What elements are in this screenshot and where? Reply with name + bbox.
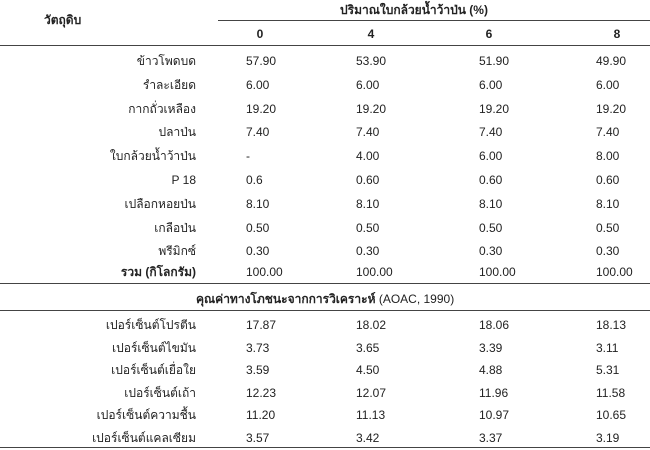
ingredient-value: 49.90 [596,54,627,68]
ingredient-value: 19.20 [596,101,627,116]
nutrient-value: 3.39 [479,340,503,355]
ingredient-name: P 18 [171,173,196,187]
ingredient-name: ข้าวโพดบด [136,54,196,68]
ingredient-value: 7.40 [479,125,503,140]
total-value-8: 100.00 [596,265,633,279]
ingredient-value: 7.40 [596,125,620,140]
ingredient-value: 19.20 [479,101,510,116]
nutrient-value: 11.58 [596,385,626,400]
level-header-8: 8 [613,27,621,41]
ingredient-value: 6.00 [479,149,503,164]
ingredient-value: 8.10 [356,196,380,211]
nutrient-name: เปอร์เซ็นต์แคลเซียม [92,431,196,445]
ingredient-value: 6.00 [596,77,620,92]
ingredient-value: 4.00 [356,149,380,164]
nutrient-value: 12.23 [246,385,277,400]
nutrient-value: 3.59 [246,363,270,378]
nutrient-name: เปอร์เซ็นต์ความชื้น [96,408,196,423]
section-title-text: คุณค่าทางโภชนะจากการวิเคราะห์ [196,292,376,306]
ingredient-value: 0.30 [479,244,503,259]
header-underline [218,20,650,21]
total-label: รวม (กิโลกรัม) [120,265,196,279]
nutrient-name: เปอร์เซ็นต์เยื่อใย [111,363,196,378]
nutrient-value: 18.06 [479,318,510,332]
nutrient-value: 5.31 [596,363,620,378]
ingredient-value: 0.6 [246,173,263,187]
nutrient-value: 17.87 [246,318,277,332]
nutrient-value: 12.07 [356,385,387,400]
nutrient-value: 10.65 [596,408,627,423]
nutrient-value: 11.96 [479,385,509,400]
nutrient-value: 3.42 [356,431,380,445]
ingredient-name: เกลือป่น [154,220,196,235]
ingredient-value: 0.30 [356,244,380,259]
level-header-0: 0 [256,27,264,41]
ingredient-value: 6.00 [246,77,270,92]
ingredient-value: 0.50 [479,220,503,235]
total-value-0: 100.00 [246,265,283,279]
section-title [196,291,454,307]
ingredient-name: พรีมิกซ์ [158,244,196,259]
nutrient-value: 11.20 [246,408,276,423]
banana-leaf-level-header [340,2,488,18]
ingredient-value: 0.60 [479,173,503,187]
ingredient-value: 53.90 [356,54,387,68]
ingredient-value: 0.30 [596,244,620,259]
ingredient-value: 6.00 [479,77,503,92]
nutrient-value: 3.11 [596,340,619,355]
ingredient-value: 51.90 [479,54,510,68]
material-column-header: วัตถุดิบ [44,13,82,27]
ingredient-name: ปลาป่น [158,125,196,140]
ingredient-value: 8.10 [596,196,620,211]
ingredient-value: 0.50 [356,220,380,235]
nutrient-value: 3.19 [596,431,620,445]
ingredient-value: 19.20 [356,101,387,116]
level-header-6: 6 [485,27,493,41]
total-value-4: 100.00 [356,265,393,279]
section-top-rule [0,283,650,284]
nutrient-value: 3.73 [246,340,270,355]
ingredient-value: 0.60 [596,173,620,187]
ingredient-value: 7.40 [246,125,270,140]
ingredient-value: 0.50 [246,220,270,235]
table-bottom-rule [0,447,650,448]
nutrient-value: 4.50 [356,363,380,378]
level-header-4: 4 [367,27,375,41]
ingredient-value: 6.00 [356,77,380,92]
header-bottom-rule [0,45,650,46]
nutrient-name: เปอร์เซ็นต์ไขมัน [112,340,196,355]
ingredient-value: 0.30 [246,244,270,259]
ingredient-name: เปลือกหอยป่น [124,196,196,211]
ingredient-name: ใบกล้วยน้ำว้าป่น [109,149,196,164]
ingredient-value: 8.10 [479,196,503,211]
nutrient-name: เปอร์เซ็นต์เถ้า [124,385,196,400]
ingredient-value: 7.40 [356,125,380,140]
ingredient-value: 8.10 [246,196,270,211]
ingredient-value: 19.20 [246,101,277,116]
nutrient-value: 11.13 [356,408,386,423]
ingredient-value: - [246,149,250,164]
nutrient-value: 18.02 [356,318,387,332]
ingredient-name: รำละเอียด [142,77,196,92]
ingredient-value: 57.90 [246,54,277,68]
section-reference: (AOAC, 1990) [378,292,455,306]
nutrient-value: 18.13 [596,318,627,332]
nutrient-value: 3.65 [356,340,380,355]
nutrient-value: 4.88 [479,363,503,378]
nutrient-name: เปอร์เซ็นต์โปรตีน [105,318,196,332]
ingredient-name: กากถั่วเหลือง [128,101,196,116]
nutrient-value: 3.57 [246,431,270,445]
ingredient-value: 0.50 [596,220,620,235]
ingredient-value: 0.60 [356,173,380,187]
nutrient-value: 3.37 [479,431,503,445]
nutrient-value: 10.97 [479,408,510,423]
banana-leaf-level-label: ปริมาณใบกล้วยน้ำว้าป่น (%) [340,3,488,17]
total-value-6: 100.00 [479,265,516,279]
ingredient-value: 8.00 [596,149,620,164]
section-bottom-rule [0,310,650,311]
